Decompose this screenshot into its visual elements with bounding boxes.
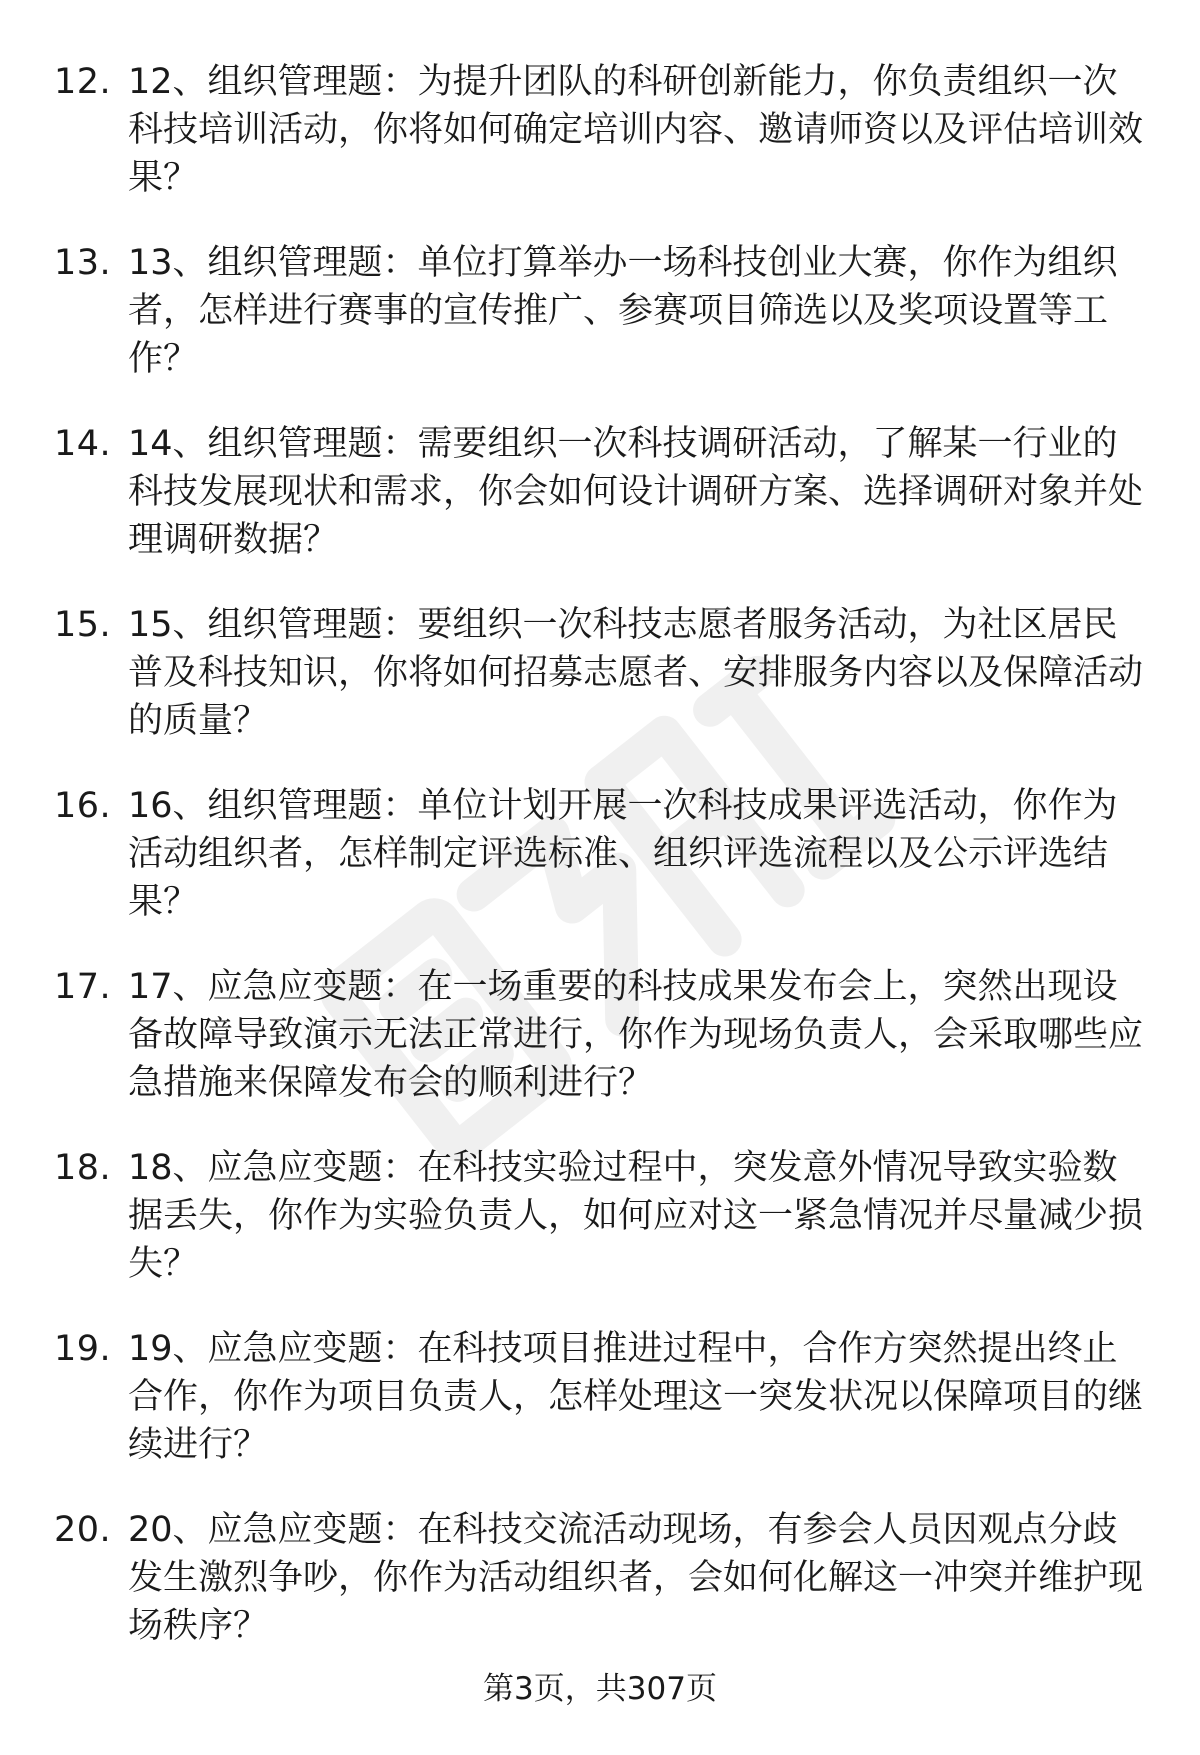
- question-text: 16、组织管理题：单位计划开展一次科技成果评选活动，你作为活动组织者，怎样制定评选标准、组织评选流程以及公示评选结果？: [128, 786, 1118, 922]
- question-item: [0, 58, 1200, 239]
- page-number-footer: 第3页，共307页: [483, 1671, 717, 1707]
- question-text: 17、应急应变题：在一场重要的科技成果发布会上，突然出现设备故障导致演示无法正常进行，你作为现场负责人，会采取哪些应急措施来保障发布会的顺利进行？: [128, 967, 1144, 1103]
- question-number: 19.: [54, 1329, 112, 1369]
- question-list: [0, 58, 1200, 1687]
- question-text: 19、应急应变题：在科技项目推进过程中，合作方突然提出终止合作，你作为项目负责人，怎样处理这一突发状况以保障项目的继续进行？: [128, 1329, 1144, 1465]
- question-text: 13、组织管理题：单位打算举办一场科技创业大赛，你作为组织者，怎样进行赛事的宣传推广、参赛项目筛选以及奖项设置等工作？: [128, 243, 1118, 379]
- question-item: [0, 420, 1200, 601]
- question-number: 15.: [54, 605, 112, 645]
- question-number: 12.: [54, 62, 112, 102]
- question-number: 18.: [54, 1148, 112, 1188]
- question-number: 20.: [54, 1510, 112, 1550]
- question-item: [0, 1325, 1200, 1506]
- question-text: 18、应急应变题：在科技实验过程中，突发意外情况导致实验数据丢失，你作为实验负责人，如何应对这一紧急情况并尽量减少损失？: [128, 1148, 1144, 1284]
- question-item: [0, 1506, 1200, 1687]
- question-item: [0, 963, 1200, 1144]
- question-text: 20、应急应变题：在科技交流活动现场，有参会人员因观点分歧发生激烈争吵，你作为活动组织者，会如何化解这一冲突并维护现场秩序？: [128, 1510, 1144, 1646]
- question-text: 15、组织管理题：要组织一次科技志愿者服务活动，为社区居民普及科技知识，你将如何招募志愿者、安排服务内容以及保障活动的质量？: [128, 605, 1144, 741]
- question-number: 13.: [54, 243, 112, 283]
- question-text: 14、组织管理题：需要组织一次科技调研活动，了解某一行业的科技发展现状和需求，你会如何设计调研方案、选择调研对象并处理调研数据？: [128, 424, 1144, 560]
- question-number: 17.: [54, 967, 112, 1007]
- question-number: 16.: [54, 786, 112, 826]
- question-item: [0, 1144, 1200, 1325]
- question-item: [0, 239, 1200, 420]
- question-number: 14.: [54, 424, 112, 464]
- question-item: [0, 601, 1200, 782]
- question-item: [0, 782, 1200, 963]
- question-text: 12、组织管理题：为提升团队的科研创新能力，你负责组织一次科技培训活动，你将如何确定培训内容、邀请师资以及评估培训效果？: [128, 62, 1144, 198]
